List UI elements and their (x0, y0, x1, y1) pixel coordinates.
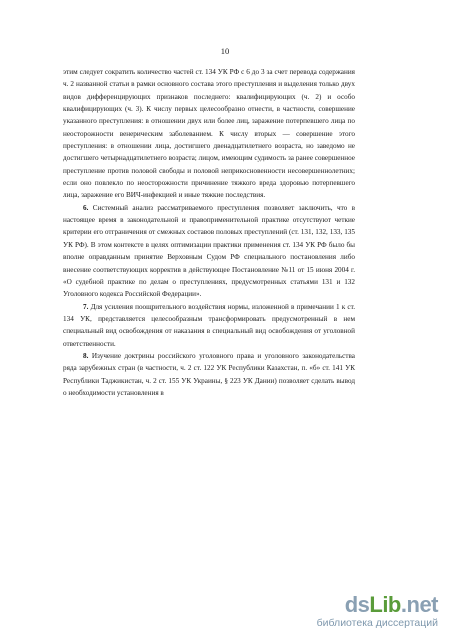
dslib-logo: dsLib.net (344, 592, 438, 617)
document-body (63, 66, 355, 399)
paragraph-7 (63, 301, 355, 350)
paragraph-8-text: Изучение доктрины российского уголовного права и уголовного законодательства ряда зарубежных стран (в частности, ч. 2 ст. 122 УК Республики Казахстан, п. «б» ст. 141 УК Республики Таджикистан, ч. 2 ст. 155 УК Украины, § 223 УК Дании) позволяет сделать вывод о необходимости установления в (63, 351, 355, 397)
paragraph-7-text: Для усиления поощрительного воздействия нормы, изложенной в примечании 1 к ст. 134 УК, представляется целесообразным трансформировать предусмотренный в нем специальный вид освобождения от наказания в специальный вид освобождения от уголовной ответственности. (63, 302, 355, 348)
dslib-subtitle: библиотека диссертаций (316, 617, 438, 629)
page-number: 10 (220, 46, 230, 56)
paragraph-6 (63, 202, 355, 301)
paragraph-8-number: 8. (83, 351, 89, 360)
paragraph-8 (63, 350, 355, 399)
paragraph-7-number: 7. (83, 302, 89, 311)
paragraph-6-text: Системный анализ рассматриваемого преступления позволяет заключить, что в настоящее время в законодательной и правоприменительной практике отсутствуют четкие критерии его отграничения от смежных составов половых преступлений (ст. 131, 132, 133, 135 УК РФ). В этом контексте в целях оптимизации практики применения ст. 134 УК РФ было бы вполне оправданным принятие Верховным Судом РФ специального постановления либо внесение соответствующих корректив в действующее Постановление №11 от 15 июня 2004 г. «О судебной практике по делам о преступлениях, предусмотренных статьями 131 и 132 Уголовного кодекса Российской Федерации». (63, 203, 355, 299)
dslib-watermark (318, 592, 446, 634)
paragraph-1-text: этим следует сократить количество частей ст. 134 УК РФ с 6 до 3 за счет перевода содержания ч. 2 названной статьи в рамки основного состава этого преступления и выделения только двух видов дифференцирующих признаков последнего: квалифицирующих (ч. 2) и особо квалифицирующих (ч. 3). К числу первых целесообразно отнести, в частности, совершение указанного преступления: в отношении двух или более лиц, заражение потерпевшего лица по неосторожности венерическим заболеванием. К числу вторых — совершение этого преступления: в отношении лица, достигшего двенадцатилетнего возраста, но заведомо не достигшего четырнадцатилетнего возраста; лицом, имеющим судимость за ранее совершенное преступление против половой свободы и половой неприкосновенности несовершеннолетних; если оно повлекло по неосторожности причинение тяжкого вреда здоровью потерпевшего лица, заражение его ВИЧ-инфекцией и иные тяжкие последствия. (63, 68, 355, 200)
paragraph-6-number: 6. (83, 203, 89, 212)
paragraph-1 (63, 66, 355, 202)
